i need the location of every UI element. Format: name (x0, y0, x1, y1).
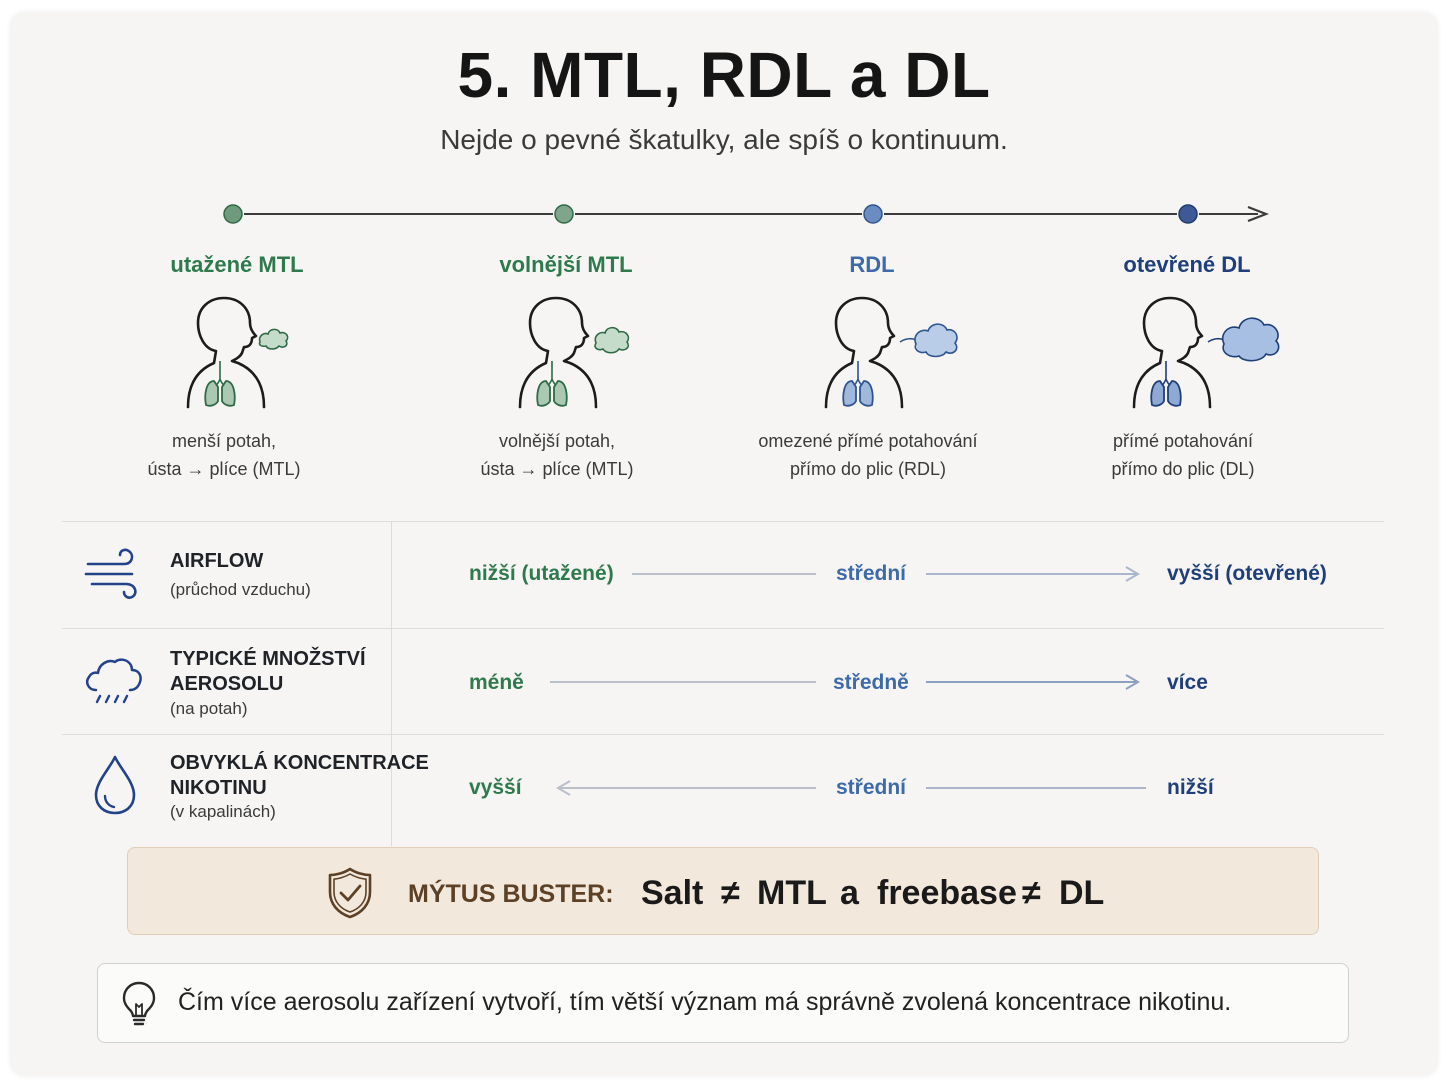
airflow-middle-value: střední (836, 562, 907, 585)
airflow-right-value: vyšší (otevřené) (1167, 562, 1327, 585)
person-lungs-icon (512, 295, 637, 410)
cloud-rain-icon (82, 654, 144, 708)
myth-eq-freebase: freebase (877, 874, 1017, 912)
timeline-dot (1179, 205, 1197, 223)
myth-eq-not-equal: ≠ (1022, 874, 1041, 912)
row-title-nicotine: OBVYKLÁ KONCENTRACE NIKOTINU (170, 752, 429, 799)
nicotine-left-value: vyšší (469, 776, 522, 799)
nicotine-right-value: nižší (1167, 776, 1214, 799)
continuum-timeline (0, 195, 1448, 235)
myth-buster-label: MÝTUS BUSTER: (408, 880, 614, 908)
row-title-airflow: AIRFLOW (170, 550, 264, 572)
timeline-dot (224, 205, 242, 223)
myth-eq-not-equal: ≠ (721, 874, 740, 912)
lightbulb-icon (120, 980, 158, 1028)
table-divider (62, 521, 1384, 522)
stage-desc-rdl: omezené přímé potahování přímo do plic (RDL) (758, 431, 978, 479)
nicotine-arrow (550, 778, 1150, 798)
stage-label-tight-mtl: utažené MTL (170, 252, 304, 277)
page-subtitle: Nejde o pevné škatulky, ale spíš o kontinuum. (440, 124, 1008, 155)
shield-check-icon (326, 866, 374, 920)
wind-icon (84, 546, 142, 602)
person-lungs-icon (818, 292, 963, 412)
timeline-dot (864, 205, 882, 223)
stage-desc-loose-mtl: volnější potah, ústa → plíce (MTL) (480, 431, 634, 479)
row-sub-aerosol: (na potah) (170, 699, 248, 718)
stage-label-loose-mtl: volnější MTL (499, 252, 633, 277)
aerosol-middle-value: středně (833, 671, 909, 694)
stage-label-open-dl: otevřené DL (1123, 252, 1251, 277)
row-sub-airflow: (průchod vzduchu) (170, 580, 311, 599)
airflow-left-value: nižší (utažené) (469, 562, 614, 585)
stage-desc-open-dl: přímé potahování přímo do plic (DL) (1111, 431, 1255, 479)
myth-eq-mtl: MTL (757, 874, 827, 912)
myth-eq-salt: Salt (641, 874, 704, 912)
row-title-aerosol: TYPICKÉ MNOŽSTVÍ AEROSOLU (170, 648, 366, 695)
aerosol-arrow (540, 672, 1150, 692)
table-divider (62, 628, 1384, 629)
tip-text: Čím více aerosolu zařízení vytvoří, tím větší význam má správně zvolená koncentrace nikotinu. (178, 988, 1232, 1016)
nicotine-middle-value: střední (836, 776, 907, 799)
page-title: 5. MTL, RDL a DL (457, 39, 991, 111)
aerosol-right-value: více (1167, 671, 1208, 694)
myth-eq-and: a (840, 874, 859, 912)
droplet-icon (92, 754, 138, 816)
myth-eq-dl: DL (1059, 874, 1105, 912)
table-divider (62, 734, 1384, 735)
stage-label-rdl: RDL (849, 252, 895, 277)
person-lungs-icon (180, 295, 300, 410)
timeline-dot (555, 205, 573, 223)
aerosol-left-value: méně (469, 671, 524, 694)
row-sub-nicotine: (v kapalinách) (170, 802, 276, 821)
stage-desc-tight-mtl: menší potah, ústa → plíce (MTL) (147, 431, 301, 479)
airflow-arrow (620, 564, 1150, 584)
person-lungs-icon (1126, 290, 1286, 412)
